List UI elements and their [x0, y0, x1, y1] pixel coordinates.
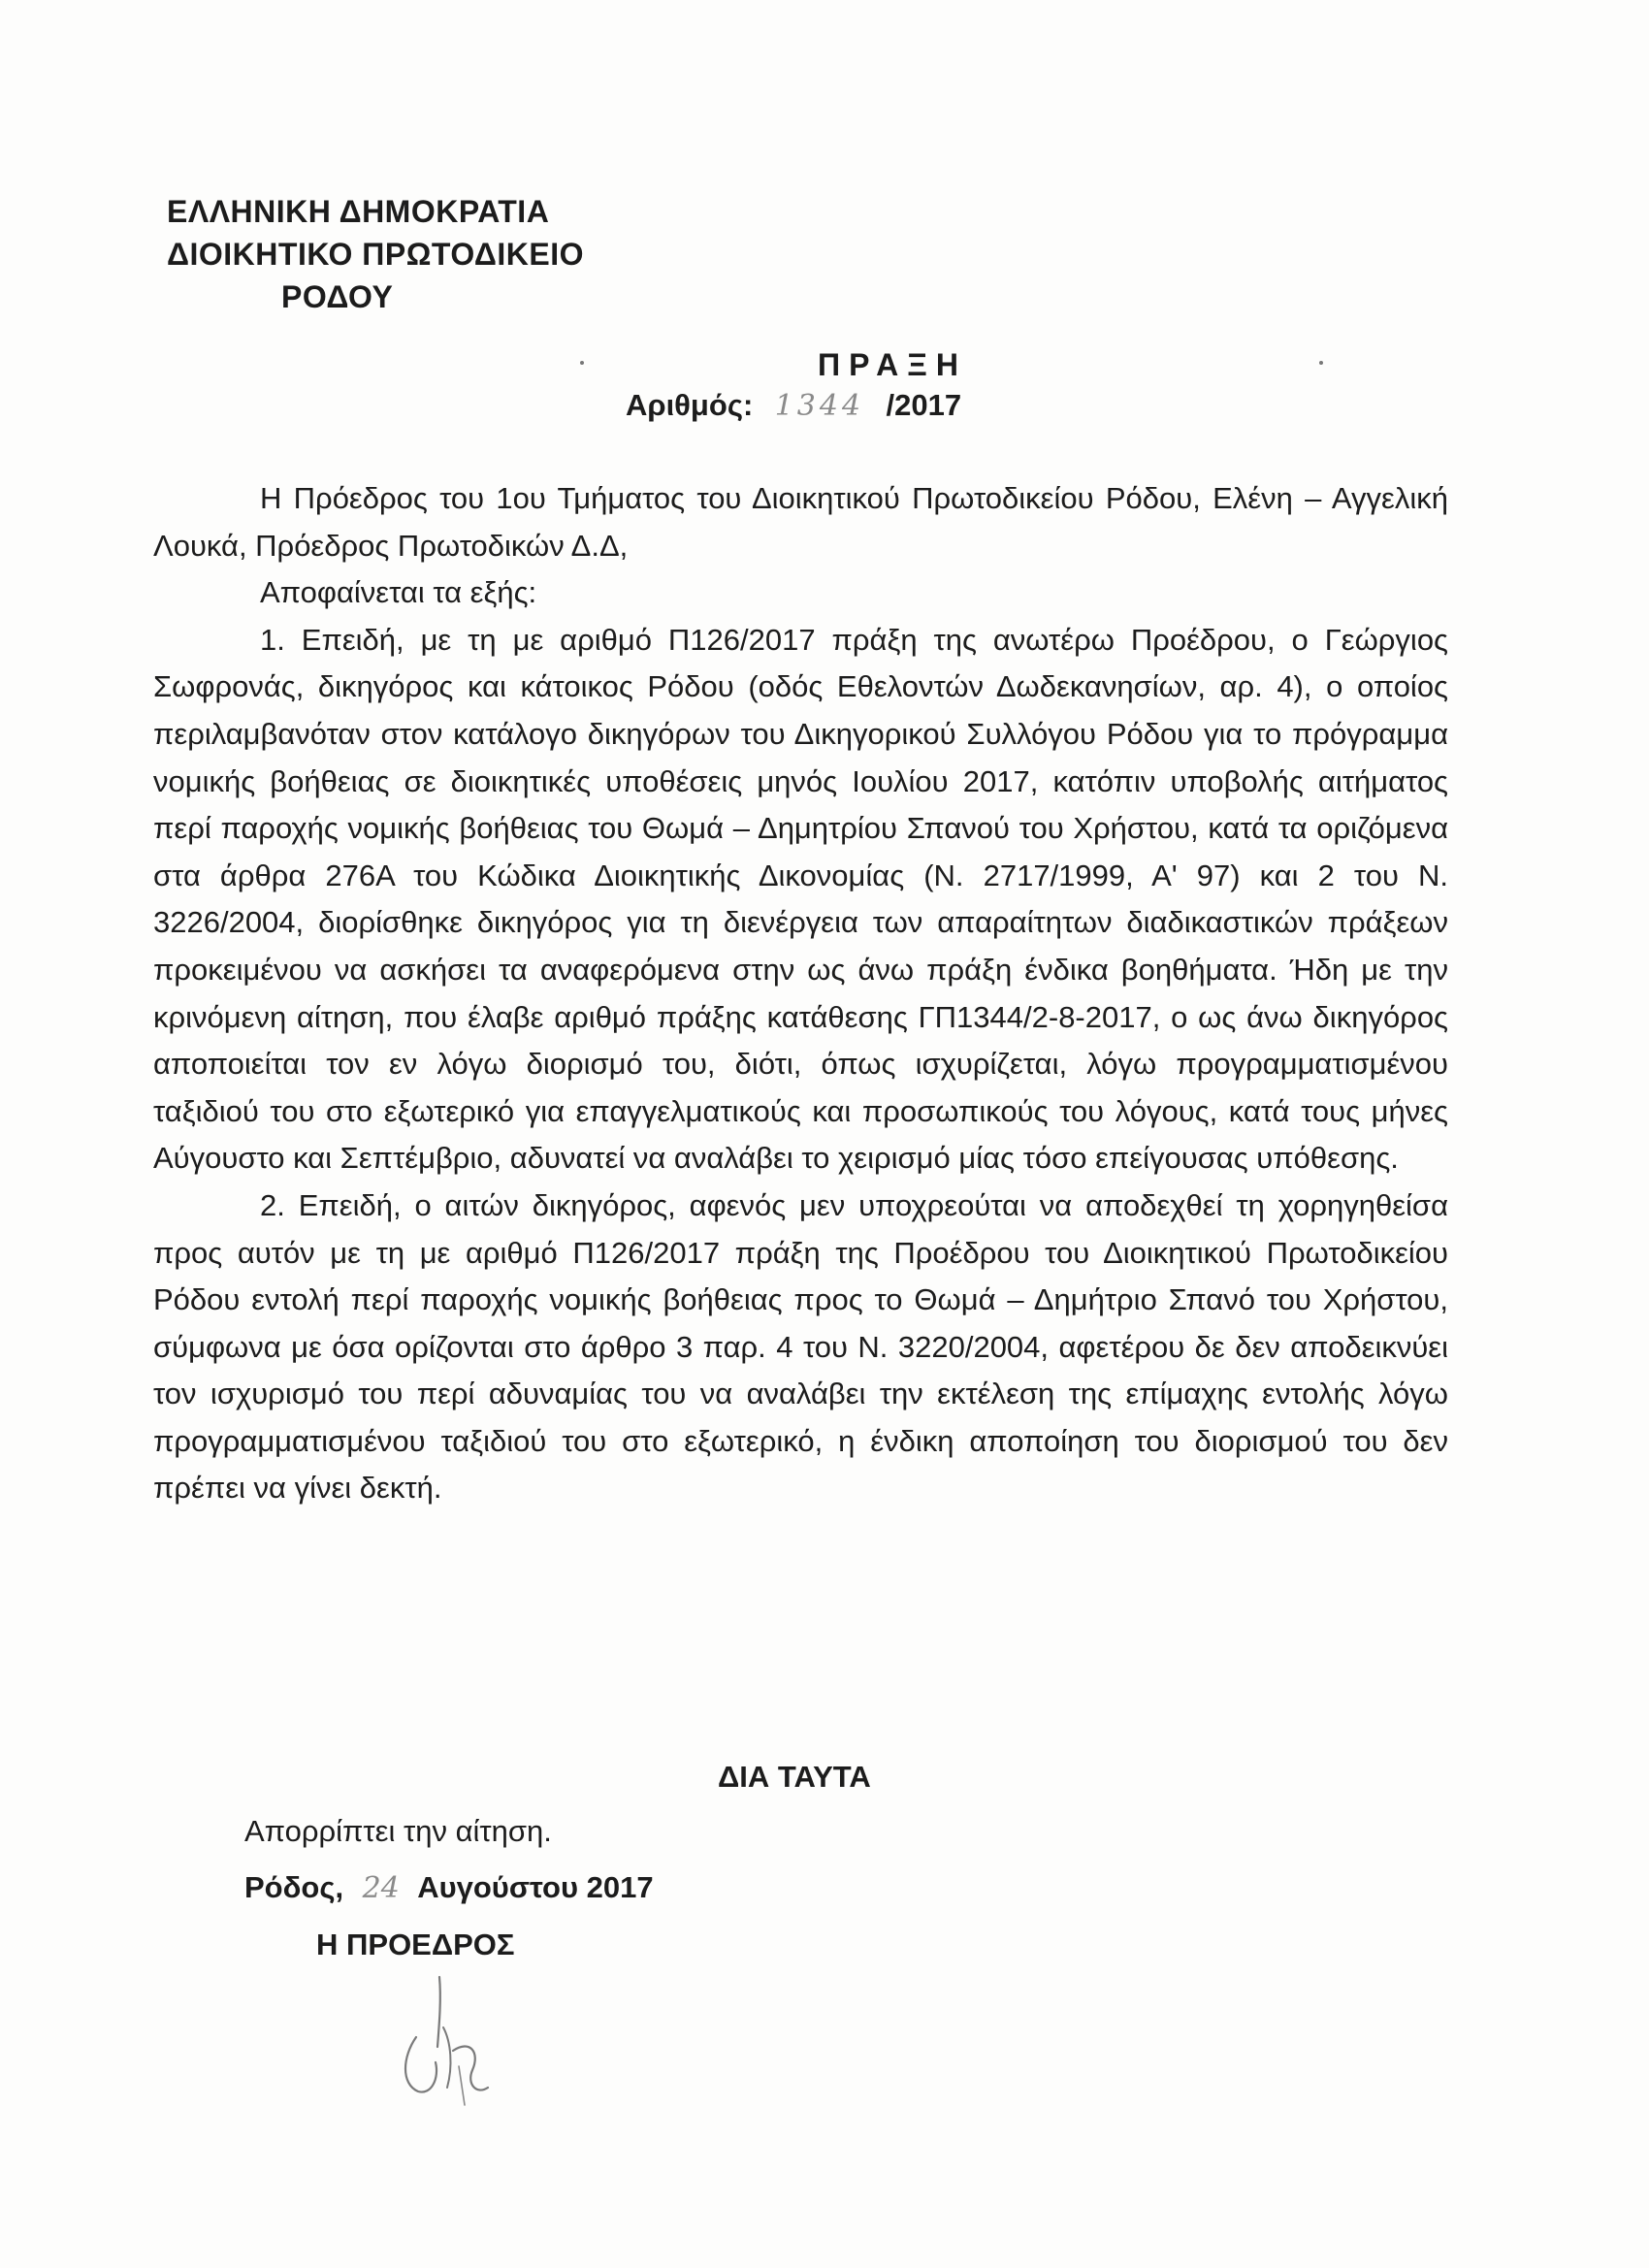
signatory-title: Η ΠΡΟΕΔΡΟΣ: [316, 1928, 515, 1961]
place-date: [244, 1870, 654, 1905]
paragraph-1: 1. Επειδή, με τη με αριθμό Π126/2017 πράξη της ανωτέρω Προέδρου, ο Γεώργιος Σωφρονάς, δικηγόρος και κάτοικος Ρόδου (οδός Εθελοντών Δωδεκανησίων, αρ. 4), ο οποίος περιλαμβανόταν στον κατάλογο δικηγόρων του Δικηγορικού Συλλόγου Ρόδου για το πρόγραμμα νομικής βοήθειας σε διοικητικές υποθέσεις μηνός Ιουλίου 2017, κατόπιν υποβολής αιτήματος περί παροχής νομικής βοήθειας του Θωμά – Δημητρίου Σπανού του Χρήστου, κατά τα οριζόμενα στα άρθρα 276Α του Κώδικα Διοικητικής Δικονομίας (Ν. 2717/1999, Α' 97) και 2 του Ν. 3226/2004, διορίσθηκε δικηγόρος για τη διενέργεια των απαραίτητων διαδικαστικών πράξεων προκειμένου να ασκήσει τα αναφερόμενα στην ως άνω πράξη ένδικα βοηθήματα. Ήδη με την κρινόμενη αίτηση, που έλαβε αριθμό πράξης κατάθεσης ΓΠ1344/2-8-2017, ο ως άνω δικηγόρος αποποιείται τον εν λόγω διορισμό του, διότι, όπως ισχυρίζεται, λόγω προγραμματισμένου ταξιδιού του στο εξωτερικό για επαγγελματικούς και προσωπικούς του λόγους, κατά τους μήνες Αύγουστο και Σεπτέμβριο, αδυνατεί να αναλάβει το χειρισμό μίας τόσο επείγουσας υπόθεσης.: [153, 622, 1448, 1176]
day-handwritten: 24: [362, 1871, 400, 1905]
handwritten-signature: [383, 1969, 538, 2115]
header-line-republic: ΕΛΛΗΝΙΚΗ ΔΗΜΟΚΡΑΤΙΑ: [167, 194, 550, 229]
act-title: ΠΡΑΞΗ: [818, 347, 967, 382]
conclusion-heading: ΔΙΑ ΤΑΥΤΑ: [718, 1760, 871, 1794]
paragraph-2: 2. Επειδή, ο αιτών δικηγόρος, αφενός μεν υποχρεούται να αποδεχθεί τη χορηγηθείσα προς αυτόν με τη με αριθμό Π126/2017 πράξη της Προέδρου του Διοικητικού Πρωτοδικείου Ρόδου εντολή περί παροχής νομικής βοήθειας προς το Θωμά – Δημήτριο Σπανό του Χρήστου, σύμφωνα με όσα ορίζονται στο άρθρο 3 παρ. 4 του Ν. 3220/2004, αφετέρου δε δεν αποδεικνύει τον ισχυρισμό του περί αδυναμίας του να αναλάβει την εκτέλεση της επίμαχης εντολής λόγω προγραμματισμένου ταξιδιού του στο εξωτερικό, η ένδικη αποποίηση του διορισμού του δεν πρέπει να γίνει δεκτή.: [153, 1187, 1448, 1506]
header-line-court: ΔΙΟΙΚΗΤΙΚΟ ΠΡΩΤΟΔΙΚΕΙΟ: [167, 237, 584, 272]
intro-paragraph: Η Πρόεδρος του 1ου Τμήματος του Διοικητικού Πρωτοδικείου Ρόδου, Ελένη – Αγγελική Λουκά, Πρόεδρος Πρωτοδικών Δ.Δ,: [153, 481, 1448, 563]
decides-line: Αποφαίνεται τα εξής:: [260, 575, 537, 610]
month-year: Αυγούστου 2017: [417, 1870, 654, 1904]
place: Ρόδος,: [244, 1870, 344, 1904]
document-body: [153, 475, 1448, 1512]
act-number-year: /2017: [886, 388, 962, 422]
header-line-city: ΡΟΔΟΥ: [281, 279, 394, 314]
issuer-header: [167, 190, 584, 318]
act-number-label: Αριθμός:: [626, 388, 754, 422]
decision-text: Απορρίπτει την αίτηση.: [244, 1814, 552, 1848]
act-number: [626, 388, 961, 423]
act-number-handwritten: 1344: [774, 389, 865, 423]
